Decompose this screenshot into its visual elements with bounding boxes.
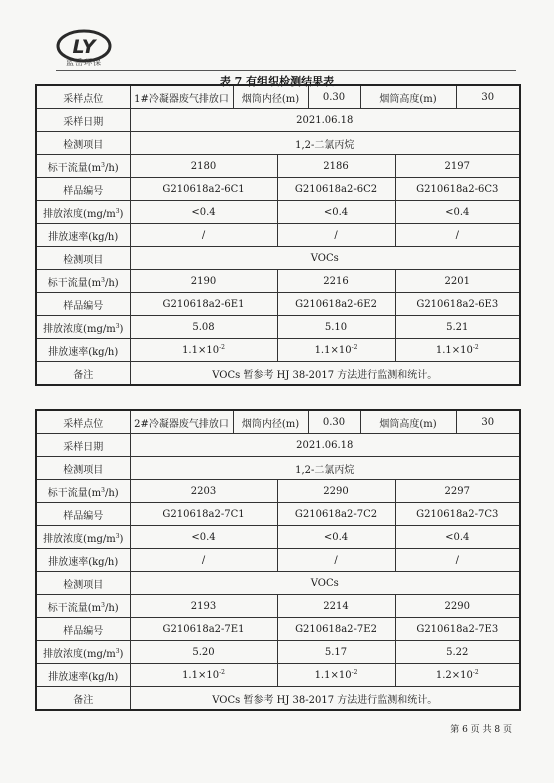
date-label: 采样日期	[36, 109, 130, 132]
table-row	[36, 85, 520, 109]
flow-label: 标干流量$(m^3/h)$	[36, 595, 130, 618]
note-label: 备注	[36, 362, 130, 386]
table-row	[36, 132, 520, 155]
rate-value-3: $1.2\times 10^{-2}$	[395, 664, 520, 687]
diam-label: 烟筒内径(m)	[233, 85, 308, 109]
table-row	[36, 270, 520, 293]
rate-value-2: /	[277, 549, 395, 572]
flow-value-1: 2190	[130, 270, 277, 293]
flow-value-2: 2214	[277, 595, 395, 618]
sample-label: 样品编号	[36, 293, 130, 316]
point-value: 1#冷凝器废气排放口	[130, 85, 233, 109]
height-label: 烟筒高度(m)	[360, 85, 456, 109]
height-value: 30	[456, 410, 520, 434]
table-row	[36, 664, 520, 687]
diam-label: 烟筒内径(m)	[233, 410, 308, 434]
conc-value-1: <0.4	[130, 201, 277, 224]
flow-label: 标干流量$(m^3/h)$	[36, 480, 130, 503]
rate-value-1: $1.1\times 10^{-2}$	[130, 664, 277, 687]
flow-value-3: 2297	[395, 480, 520, 503]
sample-value-3: G210618a2-7C3	[395, 503, 520, 526]
item-value: VOCs	[130, 572, 520, 595]
rate-value-1: $1.1\times 10^{-2}$	[130, 339, 277, 362]
flow-value-3: 2201	[395, 270, 520, 293]
flow-value-2: 2186	[277, 155, 395, 178]
rate-value-1: /	[130, 224, 277, 247]
rate-value-2: $1.1\times 10^{-2}$	[277, 339, 395, 362]
conc-value-3: <0.4	[395, 201, 520, 224]
conc-value-3: <0.4	[395, 526, 520, 549]
diam-value: 0.30	[308, 85, 360, 109]
sample-value-3: G210618a2-6C3	[395, 178, 520, 201]
item-value: 1,2-二氯丙烷	[130, 132, 520, 155]
sample-label: 样品编号	[36, 178, 130, 201]
page-number: 第 6 页 共 8 页	[450, 725, 512, 735]
conc-value-1: 5.20	[130, 641, 277, 664]
conc-value-2: 5.17	[277, 641, 395, 664]
item-label: 检测项目	[36, 132, 130, 155]
table-row	[36, 410, 520, 434]
note-label: 备注	[36, 687, 130, 711]
sample-value-2: G210618a2-6E2	[277, 293, 395, 316]
height-label: 烟筒高度(m)	[360, 410, 456, 434]
table-row	[36, 224, 520, 247]
sample-value-2: G210618a2-6C2	[277, 178, 395, 201]
conc-label: 排放浓度$(mg/m^3)$	[36, 641, 130, 664]
rate-label: 排放速率(kg/h)	[36, 664, 130, 687]
table-row	[36, 457, 520, 480]
table-row	[36, 480, 520, 503]
table-row	[36, 434, 520, 457]
date-label: 采样日期	[36, 434, 130, 457]
logo-letters: LY	[72, 36, 96, 58]
table-row	[36, 687, 520, 711]
table-row	[36, 526, 520, 549]
sample-value-2: G210618a2-7C2	[277, 503, 395, 526]
conc-value-1: 5.08	[130, 316, 277, 339]
flow-value-3: 2290	[395, 595, 520, 618]
sample-value-3: G210618a2-6E3	[395, 293, 520, 316]
item-label: 检测项目	[36, 247, 130, 270]
point-label: 采样点位	[36, 85, 130, 109]
table-row	[36, 641, 520, 664]
sample-value-1: G210618a2-6C1	[130, 178, 277, 201]
item-value: 1,2-二氯丙烷	[130, 457, 520, 480]
table-row	[36, 155, 520, 178]
rate-value-3: /	[395, 224, 520, 247]
flow-label: 标干流量$(m^3/h)$	[36, 270, 130, 293]
flow-value-1: 2180	[130, 155, 277, 178]
sample-value-1: G210618a2-7E1	[130, 618, 277, 641]
date-value: 2021.06.18	[130, 434, 520, 457]
flow-label: 标干流量$(m^3/h)$	[36, 155, 130, 178]
conc-value-1: <0.4	[130, 526, 277, 549]
company-name: 蓝岳环保	[66, 58, 102, 67]
sample-label: 样品编号	[36, 618, 130, 641]
table-row	[36, 572, 520, 595]
table-row	[36, 316, 520, 339]
rate-label: 排放速率(kg/h)	[36, 224, 130, 247]
conc-label: 排放浓度$(mg/m^3)$	[36, 201, 130, 224]
conc-value-3: 5.21	[395, 316, 520, 339]
table-title: 表 7 有组织检测结果表	[219, 75, 335, 88]
item-label: 检测项目	[36, 457, 130, 480]
note-value: VOCs 暂参考 HJ 38-2017 方法进行监测和统计。	[130, 687, 520, 711]
table-row	[36, 339, 520, 362]
conc-label: 排放浓度$(mg/m^3)$	[36, 316, 130, 339]
table-row	[36, 618, 520, 641]
point-label: 采样点位	[36, 410, 130, 434]
sample-value-1: G210618a2-7C1	[130, 503, 277, 526]
item-label: 检测项目	[36, 572, 130, 595]
sample-value-2: G210618a2-7E2	[277, 618, 395, 641]
table-row	[36, 293, 520, 316]
rate-value-2: /	[277, 224, 395, 247]
result-table-1	[35, 84, 521, 386]
header-divider	[56, 70, 516, 71]
table-row	[36, 247, 520, 270]
table-row	[36, 178, 520, 201]
flow-value-1: 2193	[130, 595, 277, 618]
rate-value-3: $1.1\times 10^{-2}$	[395, 339, 520, 362]
conc-value-2: 5.10	[277, 316, 395, 339]
rate-value-1: /	[130, 549, 277, 572]
sample-value-3: G210618a2-7E3	[395, 618, 520, 641]
flow-value-2: 2216	[277, 270, 395, 293]
note-value: VOCs 暂参考 HJ 38-2017 方法进行监测和统计。	[130, 362, 520, 386]
rate-label: 排放速率(kg/h)	[36, 339, 130, 362]
flow-value-2: 2290	[277, 480, 395, 503]
flow-value-3: 2197	[395, 155, 520, 178]
rate-value-3: /	[395, 549, 520, 572]
conc-value-3: 5.22	[395, 641, 520, 664]
rate-value-2: $1.1\times 10^{-2}$	[277, 664, 395, 687]
diam-value: 0.30	[308, 410, 360, 434]
table-row	[36, 549, 520, 572]
table-row	[36, 503, 520, 526]
table-row	[36, 362, 520, 386]
table-row	[36, 109, 520, 132]
conc-label: 排放浓度$(mg/m^3)$	[36, 526, 130, 549]
result-table-2	[35, 409, 521, 711]
table-row	[36, 201, 520, 224]
point-value: 2#冷凝器废气排放口	[130, 410, 233, 434]
conc-value-2: <0.4	[277, 201, 395, 224]
sample-label: 样品编号	[36, 503, 130, 526]
item-value: VOCs	[130, 247, 520, 270]
rate-label: 排放速率(kg/h)	[36, 549, 130, 572]
date-value: 2021.06.18	[130, 109, 520, 132]
conc-value-2: <0.4	[277, 526, 395, 549]
table-row	[36, 595, 520, 618]
height-value: 30	[456, 85, 520, 109]
sample-value-1: G210618a2-6E1	[130, 293, 277, 316]
flow-value-1: 2203	[130, 480, 277, 503]
